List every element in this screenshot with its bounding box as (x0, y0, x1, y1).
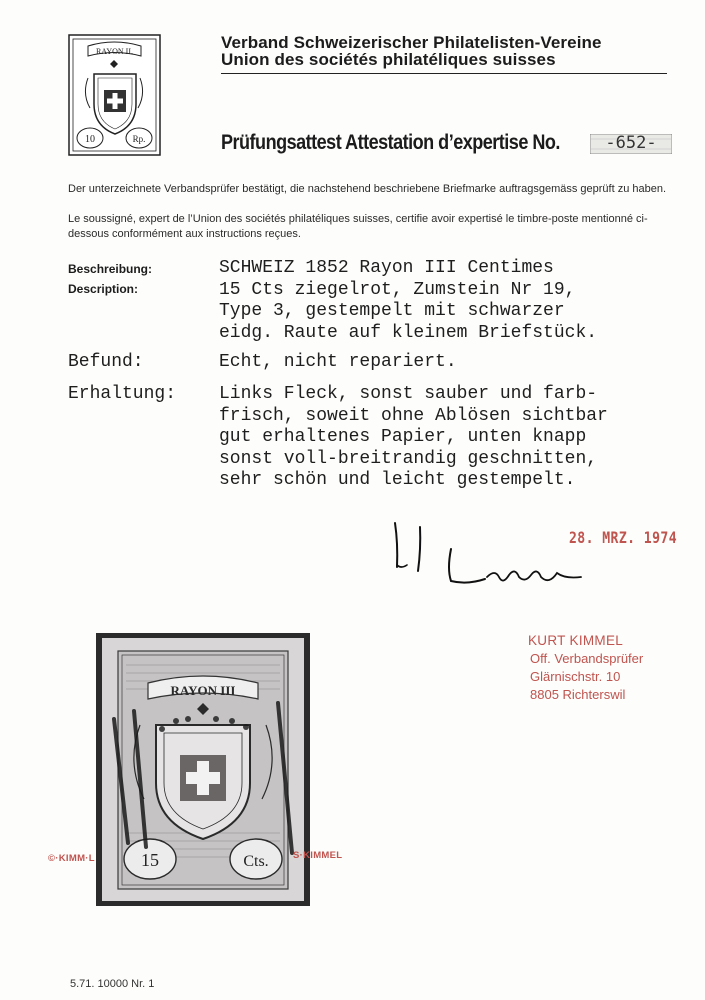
description-line: 15 Cts ziegelrot, Zumstein Nr 19, (219, 279, 576, 300)
intro-text-de: Der unterzeichnete Verbandsprüfer bestätigt, die nachstehend beschriebene Briefmarke auftragsgemäss geprüft zu haben. (68, 183, 667, 195)
org-name-fr: Union des sociétés philatéliques suisses (221, 50, 556, 69)
label-beschreibung: Beschreibung: (68, 262, 153, 276)
header-rule (221, 73, 667, 74)
examiner-street: Glärnischstr. 10 (530, 669, 621, 684)
label-befund: Befund: (68, 352, 144, 372)
postage-stamp-image (96, 633, 310, 906)
org-name-de: Verband Schweizerischer Philatelisten-Vereine (221, 33, 602, 52)
erhaltung-line: frisch, soweit ohne Ablösen sichtbar (219, 405, 608, 426)
label-erhaltung: Erhaltung: (68, 384, 177, 404)
svg-text:15: 15 (141, 850, 159, 870)
erhaltung-line: Links Fleck, sonst sauber und farb- (219, 384, 598, 404)
certificate-title: Prüfungsattest Attestation d’expertise No. (221, 131, 560, 154)
examiner-title: Off. Verbandsprüfer (530, 651, 644, 666)
svg-text:RAYON III: RAYON III (170, 683, 236, 698)
svg-text:Rp.: Rp. (132, 134, 146, 144)
examiner-city: 8805 Richterswil (530, 687, 626, 702)
erhaltung-line: sonst voll-breitrandig geschnitten, (219, 448, 598, 469)
erhaltung-line: sehr schön und leicht gestempelt. (219, 470, 576, 490)
examiner-chop-right: S·KIMMEL (293, 850, 343, 861)
svg-text:10: 10 (85, 134, 95, 145)
label-description: Description: (68, 282, 139, 296)
certificate-number: -652- (605, 133, 657, 153)
erhaltung-block (219, 384, 608, 492)
rayon-ii-stamp-logo (68, 34, 161, 156)
intro-text-fr: Le soussigné, expert de l’Union des sociétés philatéliques suisses, certifie avoir expertisé le timbre-poste mentionné ci-dessous conformément aux instructions reçues. (68, 213, 648, 240)
description-line: SCHWEIZ 1852 Rayon III Centimes (219, 258, 554, 278)
examiner-name: KURT KIMMEL (528, 633, 624, 648)
svg-text:RAYON II.: RAYON II. (95, 47, 134, 56)
description-line: eidg. Raute auf kleinem Briefstück. (219, 322, 598, 343)
examiner-chop-left: ©·KIMM·L (48, 853, 95, 864)
description-block (219, 258, 597, 344)
svg-text:Cts.: Cts. (243, 853, 269, 870)
erhaltung-line: gut erhaltenes Papier, unten knapp (219, 427, 587, 447)
date-stamp: 28. MRZ. 1974 (569, 528, 678, 547)
description-line: Type 3, gestempelt mit schwarzer (219, 301, 565, 321)
form-footer-code: 5.71. 10000 Nr. 1 (70, 978, 155, 990)
befund-value: Echt, nicht repariert. (219, 352, 457, 372)
examiner-signature (385, 515, 605, 595)
